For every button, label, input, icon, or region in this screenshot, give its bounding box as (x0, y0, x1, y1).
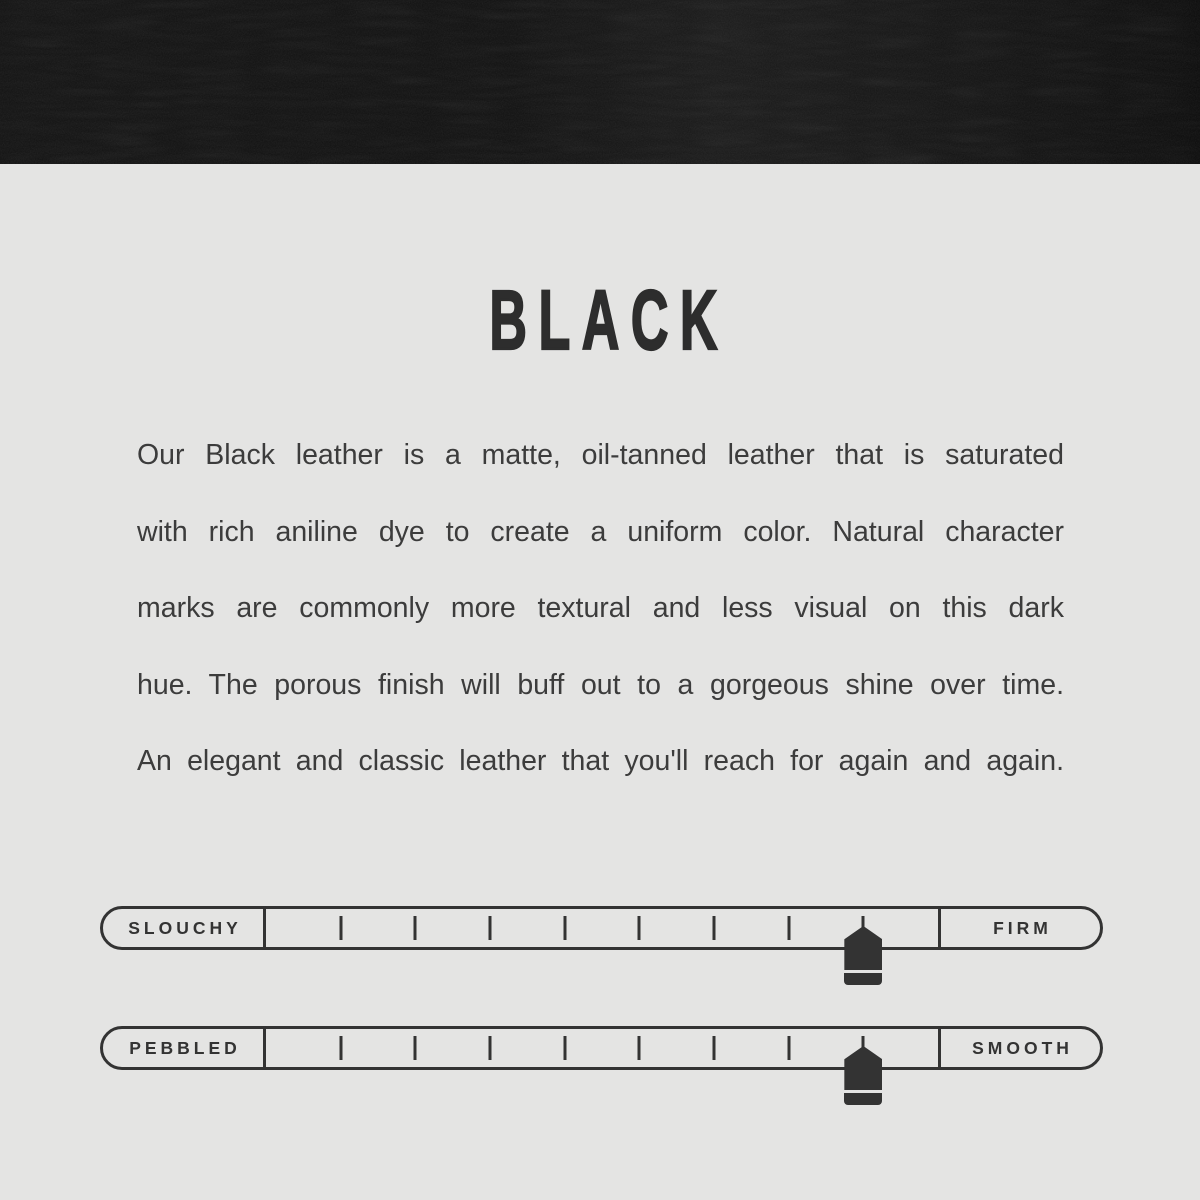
description-line: An elegant and classic leather that you'll reach for again and again. (137, 745, 1064, 777)
scale-tick (414, 1036, 417, 1060)
texture-scale (100, 1026, 1103, 1070)
scale-marker-pentagon (844, 926, 882, 970)
scale-label-smooth: SMOOTH (938, 1029, 1100, 1067)
scale-tick (787, 916, 790, 940)
scale-tick (638, 916, 641, 940)
scale-tick (787, 1036, 790, 1060)
leather-texture-image (0, 0, 1200, 164)
scale-marker-bar (844, 973, 882, 985)
page-title-text: BLACK (489, 273, 729, 367)
scale-tick (563, 1036, 566, 1060)
scale-tick (339, 1036, 342, 1060)
page-title (0, 273, 1200, 367)
scale-marker (844, 926, 882, 985)
scale-marker (844, 1046, 882, 1105)
description-paragraph (137, 417, 1064, 800)
scale-tick (713, 916, 716, 940)
scale-tick (414, 916, 417, 940)
scale-tick (713, 1036, 716, 1060)
scale-label-slouchy: SLOUCHY (103, 909, 266, 947)
scale-tick (563, 916, 566, 940)
texture-scale-track (266, 1029, 938, 1067)
firmness-scale-track (266, 909, 938, 947)
firmness-scale-pill (100, 906, 1103, 950)
description-line: marks are commonly more textural and less visual on this dark (137, 592, 1064, 624)
description-line: hue. The porous finish will buff out to a gorgeous shine over time. (137, 668, 1064, 701)
scale-tick (489, 1036, 492, 1060)
description-line: with rich aniline dye to create a uniform color. Natural character (137, 515, 1064, 548)
scale-label-firm: FIRM (938, 909, 1100, 947)
scale-marker-bar (844, 1093, 882, 1105)
scale-tick (638, 1036, 641, 1060)
firmness-scale (100, 906, 1103, 950)
scale-tick (339, 916, 342, 940)
texture-scale-pill (100, 1026, 1103, 1070)
scale-marker-pentagon (844, 1046, 882, 1090)
scale-tick (489, 916, 492, 940)
description-line: Our Black leather is a matte, oil-tanned leather that is saturated (137, 439, 1064, 471)
scale-label-pebbled: PEBBLED (103, 1029, 266, 1067)
